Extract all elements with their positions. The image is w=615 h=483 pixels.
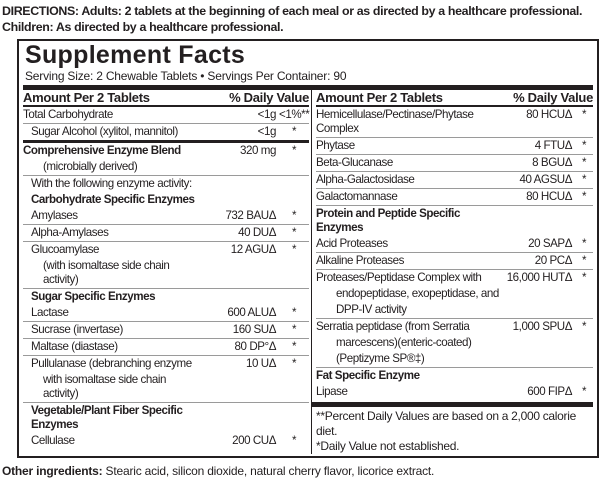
right-column: [311, 90, 593, 454]
other-ingredients: [2, 464, 613, 479]
nutrient-name: Glucoamylase: [31, 243, 100, 256]
nutrient-dv: *: [291, 209, 297, 222]
nutrient-name: Hemicellulase/Pectinase/Phytase Complex: [316, 108, 474, 135]
nutrient-row: [316, 138, 593, 155]
nutrient-name: Lactase: [31, 306, 69, 319]
nutrient-dv: *: [581, 190, 587, 203]
nutrient-dv: [575, 369, 593, 383]
nutrient-name: Cellulase: [31, 434, 75, 447]
nutrient-name: Sugar Specific Enzymes: [31, 290, 156, 303]
nutrient-row: [23, 339, 309, 356]
nutrient-dv: [575, 287, 593, 301]
nutrient-dv: [279, 404, 309, 432]
nutrient-dv: *: [581, 271, 587, 284]
nutrient-row: [316, 286, 593, 302]
nutrient-row: [316, 206, 593, 236]
nutrient-dv: *: [581, 139, 587, 152]
nutrient-amount: 10 UΔ: [246, 357, 276, 370]
nutrient-name: Comprehensive Enzyme Blend: [23, 144, 181, 157]
nutrient-name: Lipase: [316, 385, 348, 398]
nutrient-amount: 1,000 SPUΔ: [512, 320, 572, 333]
nutrient-name: Beta-Glucanase: [316, 156, 393, 169]
nutrient-row: [23, 208, 309, 225]
nutrient-row: [316, 384, 593, 400]
nutrient-row: [23, 225, 309, 242]
nutrient-dv: *: [291, 226, 297, 239]
nutrient-row: [316, 107, 593, 138]
column-header: [316, 90, 593, 107]
nutrient-dv: [279, 259, 309, 287]
nutrient-name: Acid Proteases: [316, 237, 388, 250]
nutrient-row: [23, 176, 309, 192]
nutrient-name: Maltase (diastase): [31, 340, 118, 353]
nutrient-row: [23, 124, 309, 143]
nutrient-dv: [279, 373, 309, 401]
nutrient-dv: [279, 177, 309, 191]
nutrient-dv: *: [291, 323, 297, 336]
nutrient-amount: 16,000 HUTΔ: [506, 271, 572, 284]
nutrient-name: Galactomannase: [316, 190, 398, 203]
nutrient-row: [23, 258, 309, 289]
nutrient-dv: *: [291, 243, 297, 256]
nutrient-row: [23, 433, 309, 449]
nutrient-amount: [504, 352, 572, 366]
other-ingredients-text: Stearic acid, silicon dioxide, natural cherry flavor, licorice extract.: [102, 464, 435, 478]
nutrient-name: Alkaline Proteases: [316, 254, 404, 267]
nutrient-row: [316, 236, 593, 253]
nutrient-amount: [504, 369, 572, 383]
nutrient-amount: [202, 177, 276, 191]
footnote: **Percent Daily Values are based on a 2,000 calorie diet.: [316, 409, 576, 438]
nutrient-dv: [575, 207, 593, 235]
nutrient-amount: 12 AGUΔ: [230, 243, 276, 256]
nutrient-dv: *: [581, 173, 587, 186]
right-rows: [316, 107, 593, 400]
nutrient-dv: [575, 303, 593, 317]
nutrient-row: [23, 372, 309, 403]
nutrient-amount: 80 HCUΔ: [526, 190, 572, 203]
nutrient-dv: *: [581, 156, 587, 169]
nutrient-dv: *: [291, 306, 297, 319]
nutrient-row: [23, 143, 309, 159]
serving-info: Serving Size: 2 Chewable Tablets • Servings Per Container: 90: [25, 69, 347, 83]
directions-text: DIRECTIONS: Adults: 2 tablets at the beginning of each meal or as directed by a healthcare professional. Children: As directed by a healthcare professional.: [2, 4, 583, 34]
nutrient-row: [316, 302, 593, 319]
nutrient-row: [316, 319, 593, 335]
nutrient-row: [23, 242, 309, 258]
nutrient-name: DPP-IV activity: [336, 303, 407, 316]
nutrient-amount: [504, 287, 572, 301]
nutrient-amount: [202, 160, 276, 174]
nutrient-amount: 40 DUΔ: [238, 226, 276, 239]
nutrient-name: Alpha-Galactosidase: [316, 173, 415, 186]
nutrient-dv: *: [581, 108, 587, 121]
nutrient-amount: 320 mg: [240, 144, 276, 157]
nutrient-amount: [504, 303, 572, 317]
nutrient-name: Sucrase (invertase): [31, 323, 123, 336]
nutrient-dv: *: [291, 434, 297, 447]
nutrient-amount: 200 CUΔ: [232, 434, 276, 447]
nutrient-amount: 8 BGUΔ: [532, 156, 572, 169]
nutrient-amount: 80 DP°Δ: [234, 340, 276, 353]
nutrient-name: Pullulanase (debranching enzyme: [31, 357, 192, 370]
nutrient-row: [23, 289, 309, 305]
nutrient-amount: 600 FIPΔ: [527, 385, 572, 398]
nutrient-dv: *: [581, 254, 587, 267]
nutrient-amount: 20 SAPΔ: [528, 237, 572, 250]
nutrient-row: [316, 351, 593, 368]
nutrient-amount: <1g: [257, 108, 276, 121]
nutrient-row: [23, 356, 309, 372]
nutrient-row: [316, 172, 593, 189]
nutrient-dv: *: [291, 144, 297, 157]
nutrient-dv: [279, 290, 309, 304]
nutrient-amount: [202, 193, 276, 207]
nutrient-dv: [575, 352, 593, 366]
other-ingredients-label: Other ingredients:: [2, 464, 103, 478]
nutrient-amount: 4 FTUΔ: [534, 139, 572, 152]
nutrient-row: [316, 253, 593, 270]
nutrient-name: endopeptidase, exopeptidase, and: [336, 287, 499, 300]
nutrient-row: [23, 403, 309, 433]
nutrient-dv: *: [291, 125, 297, 138]
nutrient-amount: [202, 259, 276, 287]
nutrient-amount: [504, 336, 572, 350]
nutrient-dv: *: [581, 320, 587, 333]
nutrient-name: Protein and Peptide Specific Enzymes: [316, 207, 460, 234]
nutrient-dv: *: [581, 237, 587, 250]
nutrient-amount: [202, 404, 276, 432]
nutrient-dv: [279, 160, 309, 174]
nutrient-name: With the following enzyme activity:: [31, 177, 192, 190]
nutrient-amount: [202, 290, 276, 304]
nutrient-row: [23, 322, 309, 339]
left-column: [23, 90, 311, 454]
amount-header: Amount Per 2 Tablets: [23, 90, 150, 105]
nutrient-row: [23, 159, 309, 176]
nutrient-row: [23, 305, 309, 322]
nutrient-row: [316, 270, 593, 286]
nutrient-name: Carbohydrate Specific Enzymes: [31, 193, 195, 206]
nutrient-name: Proteases/Peptidase Complex with: [316, 271, 482, 284]
nutrient-name: with isomaltase side chain activity): [43, 373, 166, 400]
nutrient-name: (with isomaltase side chain activity): [43, 259, 170, 286]
nutrient-amount: 80 HCUΔ: [526, 108, 572, 121]
nutrient-dv: <1%**: [279, 108, 310, 121]
nutrient-name: Alpha-Amylases: [31, 226, 109, 239]
nutrient-name: Phytase: [316, 139, 355, 152]
nutrient-name: Fat Specific Enzyme: [316, 369, 420, 382]
nutrient-amount: 600 ALUΔ: [227, 306, 276, 319]
nutrient-name: Serratia peptidase (from Serratia: [316, 320, 470, 333]
nutrient-name: (microbially derived): [43, 160, 138, 173]
panel-title: Supplement Facts: [25, 41, 246, 69]
nutrient-dv: *: [291, 357, 297, 370]
nutrient-amount: [202, 373, 276, 401]
column-header: [23, 90, 309, 107]
amount-header: Amount Per 2 Tablets: [316, 90, 443, 105]
nutrient-amount: 160 SUΔ: [232, 323, 276, 336]
nutrient-name: Vegetable/Plant Fiber Specific Enzymes: [31, 404, 183, 431]
divider: [312, 402, 593, 407]
supplement-facts-panel: [17, 39, 599, 458]
nutrient-amount: 20 PCΔ: [534, 254, 572, 267]
nutrient-row: [316, 189, 593, 206]
nutrient-dv: [279, 193, 309, 207]
facts-columns: [23, 90, 593, 454]
nutrient-dv: *: [291, 340, 297, 353]
nutrient-name: (Peptizyme SP®‡): [336, 352, 425, 365]
nutrient-row: [316, 335, 593, 351]
nutrient-row: [316, 155, 593, 172]
nutrient-row: [23, 107, 309, 124]
nutrient-amount: 40 AGSUΔ: [519, 173, 572, 186]
nutrient-name: Sugar Alcohol (xylitol, mannitol): [31, 125, 178, 138]
nutrient-dv: *: [581, 385, 587, 398]
nutrient-amount: [504, 207, 572, 235]
footnote: *Daily Value not established.: [316, 439, 460, 453]
nutrient-row: [316, 368, 593, 384]
nutrient-amount: 732 BAUΔ: [225, 209, 276, 222]
left-rows: [23, 107, 309, 449]
nutrient-name: marcescens)(enteric-coated): [336, 336, 472, 349]
nutrient-amount: <1g: [257, 125, 276, 138]
dv-header: % Daily Value: [513, 90, 593, 105]
nutrient-name: Amylases: [31, 209, 78, 222]
nutrient-dv: [575, 336, 593, 350]
nutrient-name: Total Carbohydrate: [23, 108, 113, 121]
dv-header: % Daily Value: [229, 90, 309, 105]
nutrient-row: [23, 192, 309, 208]
